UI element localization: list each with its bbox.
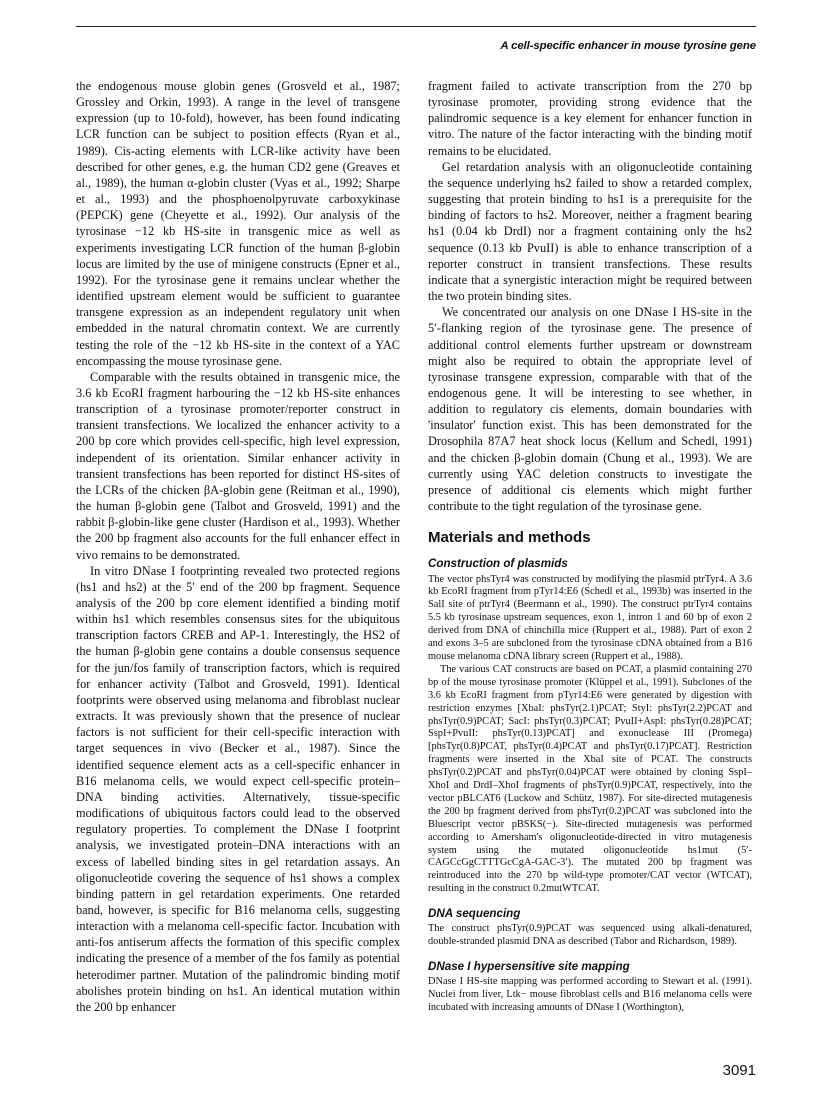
sequencing-paragraph: The construct phsTyr(0.9)PCAT was sequenced using alkali-denatured, double-stranded plasmid DNA as described (Tabor and Richardson, 1989). — [428, 923, 752, 948]
section-heading-methods: Materials and methods — [428, 529, 591, 547]
plasmids-paragraph-2: The various CAT constructs are based on PCAT, a plasmid containing 270 bp of the mouse tyrosinase promoter (Klüppel et al., 1991). Subclones of the 3.6 kb EcoRI fragment from pTyr14:E6 were generated by digestion with restriction enzymes [XbaI: phsTyr(2.1)PCAT; StyI: phsTyr(2.2)PCAT and phsTyr(0.9)PCAT; SacI: phsTyr(0.3)PCAT; PvuII+AspI: phsTyr(0.28)PCAT; SspI+PvuII: phsTyr(0.13)PCAT] and exonuclease III (Promega) [phsTyr(0.8)PCAT, phsTyr(0.4)PCAT and phsTyr(0.17)PCAT]. Restriction fragments were inserted in the XbaI site of PCAT. The constructs phsTyr(0.2)PCAT and phsTyr(0.04)PCAT were obtained by cloning SspI–XhoI and DrdI–XhoI fragments of phsTyr(0.9)PCAT, respectively, into the vector pBLCAT6 (Luckow and Schütz, 1987). For site-directed mutagenesis the 200 bp fragment derived from phsTyr(0.2)PCAT was subcloned into the Bluescript vector pBSKS(−). Site-directed mutagenesis was performed according to Amersham's oligonucleotide-directed in vitro mutagenesis system using the mutated oligonucleotide hs1mut (5′-CAGCcGgCTTTGcCgA-GAC-3′). The mutated 200 bp fragment was reintroduced into the 270 bp wild-type promoter/CAT vector (WTCAT), resulting in the construct 0.2mutWTCAT. — [428, 663, 752, 895]
subsection-heading-plasmids: Construction of plasmids — [428, 557, 568, 571]
left-column — [76, 78, 400, 1015]
header-rule — [76, 26, 756, 27]
dnase-paragraph: DNase I HS-site mapping was performed according to Stewart et al. (1991). Nuclei from liver, Ltk− mouse fibroblast cells and B16 melanoma cells were incubated with increasing amounts of DNase I (Worthington), — [428, 976, 752, 1014]
right-paragraph-1: fragment failed to activate transcription from the 270 bp tyrosinase promoter, providing strong evidence that the palindromic sequence is a key element for enhancer function in vitro. The nature of the factor interacting with the binding motif remains to be elucidated. — [428, 79, 752, 158]
running-title: A cell-specific enhancer in mouse tyrosine gene — [500, 40, 756, 52]
right-paragraph-2: Gel retardation analysis with an oligonucleotide containing the sequence underlying hs2 failed to show a retarded complex, suggesting that protein binding to hs1 is a prerequisite for the binding of factors to hs2. Moreover, neither a fragment bearing hs1 (0.04 kb DrdI) nor a fragment containing only the hs2 sequence (0.13 kb PvuII) is able to enhance transcription of a reporter construct in transient transfections. These results indicate that a synergistic interaction might be required between the two protein binding sites. — [428, 159, 752, 304]
subsection-heading-sequencing: DNA sequencing — [428, 907, 521, 921]
left-paragraph-3: In vitro DNase I footprinting revealed two protected regions (hs1 and hs2) at the 5′ end of the 200 bp fragment. Sequence analysis of the 200 bp core element identified a binding motif within hs1 which resembles consensus sites for the ubiquitous transcription factors CREB and AP-1. Interestingly, the HS2 of the human β-globin gene contains a double consensus sequence for the jun/fos family of transcription factors, which is required for enhancer activity (Talbot and Grosveld, 1991). Identical footprints were observed using melanoma and fibroblast nuclear extracts. It was previously shown that the presence of nuclear factors is not sufficient for their cell-specific interaction with target sequences in vivo (Becker et al., 1987). Since the identified sequence element acts as a cell-specific enhancer in B16 melanoma cells, we would expect cell-specific protein–DNA binding activities. Alternatively, tissue-specific modifications of ubiquitous factors could lead to the observed regulatory properties. To complement the DNase I footprint analysis, we investigated protein–DNA interactions with an excess of labelled binding sites in gel retardation assays. An oligonucleotide covering the sequence of hs1 shows a complex binding pattern in gel retardation experiments. One retarded band, however, is specific for B16 melanoma cells, suggesting interaction with a melanoma cell-specific factor. Incubation with anti-fos antiserum affects the formation of this specific complex indicating the presence of a member of the fos family as potential heterodimer partner. Mutation of the palindromic binding motif abolishes protein binding on hs1. An identical mutation within the 200 bp enhancer — [76, 563, 400, 1014]
left-paragraph-2: Comparable with the results obtained in transgenic mice, the 3.6 kb EcoRI fragment harbouring the −12 kb HS-site enhances transcription of a tyrosinase promoter/reporter construct in transient transfections. We localized the enhancer activity to a 200 bp core which provides cell-specific, high level expression, independent of its orientation. Similar enhancer activity in transient transfections has been reported for distinct HS-sites of the LCRs of the chicken βA-globin gene (Reitman et al., 1990), the human β-globin gene (Talbot and Grosveld, 1991) and the rabbit β-globin-like gene cluster (Hardison et al., 1993). Whether the 200 bp fragment also accounts for the full enhancer effect in vivo remains to be demonstrated. — [76, 369, 400, 562]
subsection-plasmids-body — [428, 574, 752, 897]
subsection-heading-dnase: DNase I hypersensitive site mapping — [428, 960, 630, 974]
right-paragraph-3: We concentrated our analysis on one DNase I HS-site in the 5′-flanking region of the tyrosinase gene. The presence of additional control elements further upstream or downstream might also be required to obtain the appropriate level of tyrosinase transgene expression, comparable with that of the endogenous gene. It will be interesting to see whether, in addition to regulatory cis elements, domain boundaries with 'insulator' function exist. This has been demonstrated for the Drosophila 87A7 heat shock locus (Kellum and Schedl, 1991) and the chicken β-globin domain (Chung et al., 1993). We are currently using YAC deletion constructs to investigate the presence of additional cis elements which might further contribute to the tight regulation of the tyrosinase gene. — [428, 305, 752, 514]
subsection-dnase-body — [428, 976, 752, 1015]
page-number: 3091 — [722, 1062, 756, 1079]
plasmids-paragraph-1: The vector phsTyr4 was constructed by modifying the plasmid ptrTyr4. A 3.6 kb EcoRI fragment from pTyr14:E6 (Schedl et al., 1993b) was inserted in the SalI site of ptrTyr4 (Beermann et al., 1990). The construct ptrTyr4 contains 5.5 kb tyrosinase upstream sequences, exon 1, intron 1 and 60 bp of exon 2 derived from DNA of chinchilla mice (Ruppert et al., 1988). Part of exon 2 and exons 3–5 are subcloned from the tyrosinase cDNA obtained from a B16 mouse melanoma cDNA library screen (Ruppert et al., 1988). — [428, 573, 752, 662]
right-column — [428, 78, 752, 1015]
subsection-sequencing-body — [428, 923, 752, 949]
left-paragraph-1: the endogenous mouse globin genes (Grosveld et al., 1987; Grossley and Orkin, 1993). A range in the level of transgene expression (up to 10-fold), however, has been found indicating LCR function can be subject to position effects (Ryan et al., 1989). Cis-acting elements with LCR-like activity have been described for other genes, e.g. the human CD2 gene (Greaves et al., 1989), the human α-globin cluster (Vyas et al., 1992; Sharpe et al., 1993) and the phosphoenolpyruvate carboxykinase (PEPCK) gene (Cheyette et al., 1992). Our analysis of the tyrosinase −12 kb HS-site in transgenic mice as well as experiments investigating LCR function of the human β-globin locus are limited by the use of minigene constructs (Epner et al., 1992). For the tyrosinase gene it remains unclear whether the identified upstream element would be sufficient to guarantee transgene expression as an independent regulatory unit when embedded in the natural chromatin context. We are currently testing the role of the −12 kb HS-site in the context of a YAC encompassing the mouse tyrosinase gene. — [76, 79, 400, 368]
